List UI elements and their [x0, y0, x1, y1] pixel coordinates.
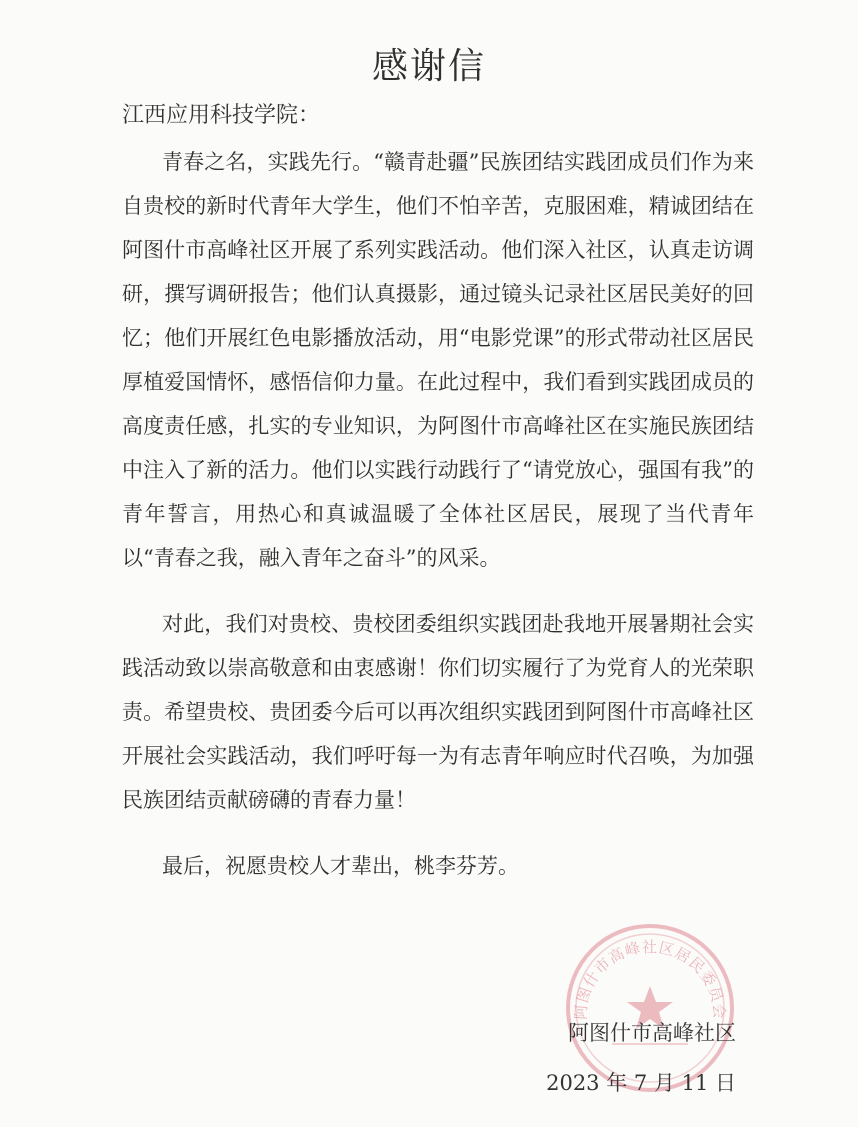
signature-date: 2023 年 7 月 11 日: [546, 1071, 736, 1095]
svg-text:阿图什市高峰社区居民委员会: 阿图什市高峰社区居民委员会: [571, 938, 729, 1021]
letter-body: [122, 140, 754, 910]
signature-organization: 阿图什市高峰社区: [568, 1021, 736, 1045]
paragraph-1: 青春之名，实践先行。“赣青赴疆”民族团结实践团成员们作为来自贵校的新时代青年大学生，他们不怕辛苦，克服困难，精诚团结在阿图什市高峰社区开展了系列实践活动。他们深入社区，认真走访调研，撰写调研报告；他们认真摄影，通过镜头记录社区居民美好的回忆；他们开展红色电影播放活动，用“电影党课”的形式带动社区居民厚植爱国情怀，感悟信仰力量。在此过程中，我们看到实践团成员的高度责任感，扎实的专业知识，为阿图什市高峰社区在实施民族团结中注入了新的活力。他们以实践行动践行了“请党放心，强国有我”的青年誓言，用热心和真诚温暖了全体社区居民，展现了当代青年以“青春之我，融入青年之奋斗”的风采。: [122, 150, 754, 570]
salutation: 江西应用科技学院：: [122, 103, 321, 128]
paragraph-3: 最后，祝愿贵校人才辈出，桃李芬芳。: [162, 854, 519, 878]
paragraph-2: 对此，我们对贵校、贵校团委组织实践团赴我地开展暑期社会实践活动致以崇高敬意和由衷感谢！你们切实履行了为党育人的光荣职责。希望贵校、贵团委今后可以再次组织实践团到阿图什市高峰社区开展社会实践活动，我们呼吁每一为有志青年响应时代召唤，为加强民族团结贡献磅礴的青春力量！: [122, 612, 754, 812]
letter-title: 感谢信: [371, 46, 486, 87]
